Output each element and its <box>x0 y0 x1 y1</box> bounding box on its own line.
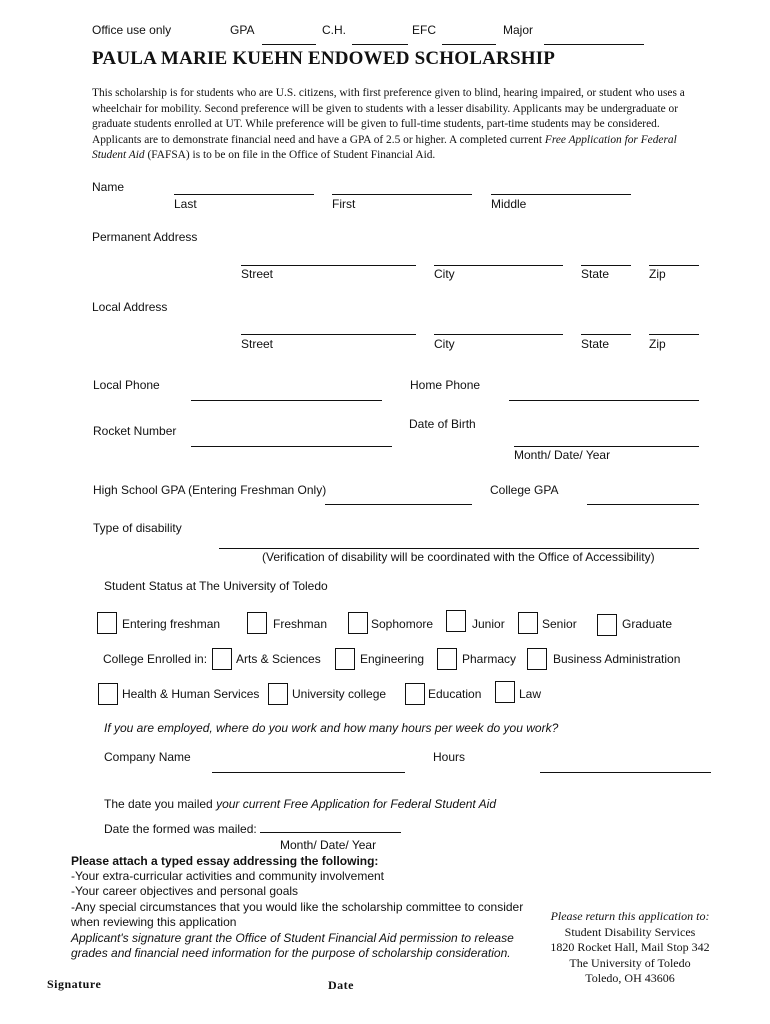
office-major-line[interactable] <box>544 44 644 45</box>
hs-gpa-field[interactable] <box>325 504 472 505</box>
hs-gpa-label: High School GPA (Entering Freshman Only) <box>93 483 327 497</box>
sophomore-label: Sophomore <box>371 617 434 631</box>
essay-item: -Any special circumstances that you would like the scholarship committee to consider <box>71 900 524 914</box>
fafsa-date-statement <box>104 797 496 811</box>
name-label: Name <box>92 180 125 194</box>
return-line: 1820 Rocket Hall, Mail Stop 342 <box>550 940 710 955</box>
home-phone-label: Home Phone <box>410 378 481 392</box>
office-efc-label: EFC <box>412 23 436 37</box>
essay-item: -Your career objectives and personal goals <box>71 884 299 898</box>
university-college-checkbox[interactable] <box>268 683 288 705</box>
senior-label: Senior <box>542 617 577 631</box>
hours-field[interactable] <box>540 772 711 773</box>
engineering-label: Engineering <box>360 652 425 666</box>
intro-text-end: (FAFSA) is to be on file in the Office of Student Financial Aid. <box>144 149 436 162</box>
local-zip-caption: Zip <box>649 337 666 351</box>
freshman-checkbox[interactable] <box>247 612 267 634</box>
disability-note: (Verification of disability will be coordinated with the Office of Accessibility) <box>262 550 655 564</box>
arts-sciences-label: Arts & Sciences <box>236 652 321 666</box>
law-checkbox[interactable] <box>495 681 515 703</box>
first-name-caption: First <box>332 197 356 211</box>
junior-label: Junior <box>472 617 505 631</box>
date-mailed-format: Month/ Date/ Year <box>280 838 377 852</box>
local-phone-label: Local Phone <box>93 378 160 392</box>
essay-heading: Please attach a typed essay addressing the following: <box>71 854 379 868</box>
local-street-caption: Street <box>241 337 274 351</box>
fafsa-date-text: The date you mailed <box>104 797 217 811</box>
return-line: The University of Toledo <box>569 955 691 970</box>
permanent-street-field[interactable] <box>241 265 416 266</box>
company-name-field[interactable] <box>212 772 405 773</box>
office-ch-label: C.H. <box>322 23 346 37</box>
office-gpa-label: GPA <box>230 23 255 37</box>
middle-name-field[interactable] <box>491 194 631 195</box>
essay-item: -Your extra-curricular activities and community involvement <box>71 869 385 883</box>
office-use-label: Office use only <box>92 23 172 37</box>
permanent-state-caption: State <box>581 267 610 281</box>
permanent-address-label: Permanent Address <box>92 230 198 244</box>
intro-fafsa-emphasis: Free Application for Federal Student Aid <box>92 133 677 162</box>
disability-label: Type of disability <box>93 521 182 535</box>
intro-text-start: This scholarship is for students who are U.S. citizens, with first preference given to blind, hearing impaired, or student who uses a wheelchair for mobility. Second preference will be given to students with a lesser disability. Applicants may be undergraduate or graduate students enrolled at UT. While preference will be given to full-time students, part-time students may be considered. Applicants are to demonstrate financial need and have a GPA of 2.5 or higher. A completed current <box>92 87 685 146</box>
return-line: Toledo, OH 43606 <box>585 971 675 986</box>
fafsa-date-italic: your current Free Application for Federal Student Aid <box>216 797 496 811</box>
freshman-label: Freshman <box>273 617 328 631</box>
consent-line: grades and financial need information for the purpose of scholarship consideration. <box>71 946 511 960</box>
local-state-caption: State <box>581 337 610 351</box>
date-mailed-label: Date the formed was mailed: <box>104 822 257 836</box>
pharmacy-checkbox[interactable] <box>437 648 457 670</box>
first-name-field[interactable] <box>332 194 472 195</box>
date-label: Date <box>328 978 354 992</box>
office-efc-line[interactable] <box>442 44 496 45</box>
arts-sciences-checkbox[interactable] <box>212 648 232 670</box>
last-name-field[interactable] <box>174 194 314 195</box>
company-name-label: Company Name <box>104 750 191 764</box>
date-of-birth-format: Month/ Date/ Year <box>514 448 611 462</box>
middle-name-caption: Middle <box>491 197 527 211</box>
disability-field[interactable] <box>219 548 699 549</box>
permanent-city-caption: City <box>434 267 455 281</box>
college-gpa-label: College GPA <box>490 483 559 497</box>
local-address-label: Local Address <box>92 300 168 314</box>
college-gpa-field[interactable] <box>587 504 699 505</box>
date-mailed-field[interactable] <box>260 832 401 833</box>
return-address-block <box>530 909 730 987</box>
sophomore-checkbox[interactable] <box>348 612 368 634</box>
business-administration-label: Business Administration <box>553 652 681 666</box>
permanent-zip-caption: Zip <box>649 267 666 281</box>
date-of-birth-field[interactable] <box>514 446 699 447</box>
college-enrolled-label: College Enrolled in: <box>103 652 208 666</box>
junior-checkbox[interactable] <box>446 610 466 632</box>
health-human-services-label: Health & Human Services <box>122 687 260 701</box>
pharmacy-label: Pharmacy <box>462 652 517 666</box>
entering-freshman-label: Entering freshman <box>122 617 221 631</box>
health-human-services-checkbox[interactable] <box>98 683 118 705</box>
hours-label: Hours <box>433 750 466 764</box>
permanent-state-field[interactable] <box>581 265 631 266</box>
rocket-number-field[interactable] <box>191 446 392 447</box>
local-city-field[interactable] <box>434 334 563 335</box>
page-title: PAULA MARIE KUEHN ENDOWED SCHOLARSHIP <box>92 48 556 69</box>
office-gpa-line[interactable] <box>262 44 316 45</box>
rocket-number-label: Rocket Number <box>93 424 177 438</box>
signature-label: Signature <box>47 977 102 991</box>
engineering-checkbox[interactable] <box>335 648 355 670</box>
graduate-checkbox[interactable] <box>597 614 617 636</box>
last-name-caption: Last <box>174 197 197 211</box>
local-phone-field[interactable] <box>191 400 382 401</box>
local-zip-field[interactable] <box>649 334 699 335</box>
date-of-birth-label: Date of Birth <box>409 417 476 431</box>
return-line: Student Disability Services <box>564 924 696 939</box>
local-street-field[interactable] <box>241 334 416 335</box>
essay-item: when reviewing this application <box>71 915 237 929</box>
graduate-label: Graduate <box>622 617 673 631</box>
intro-paragraph <box>92 86 702 164</box>
education-checkbox[interactable] <box>405 683 425 705</box>
permanent-street-caption: Street <box>241 267 274 281</box>
office-major-label: Major <box>503 23 534 37</box>
permanent-zip-field[interactable] <box>649 265 699 266</box>
return-heading: Please return this application to: <box>550 909 710 923</box>
local-city-caption: City <box>434 337 455 351</box>
employment-question: If you are employed, where do you work and how many hours per week do you work? <box>104 721 559 735</box>
entering-freshman-checkbox[interactable] <box>97 612 117 634</box>
senior-checkbox[interactable] <box>518 612 538 634</box>
business-administration-checkbox[interactable] <box>527 648 547 670</box>
student-status-label: Student Status at The University of Toledo <box>104 579 328 593</box>
university-college-label: University college <box>292 687 387 701</box>
education-label: Education <box>428 687 482 701</box>
permanent-city-field[interactable] <box>434 265 563 266</box>
home-phone-field[interactable] <box>509 400 699 401</box>
consent-line: Applicant's signature grant the Office of Student Financial Aid permission to release <box>71 931 514 945</box>
law-label: Law <box>519 687 542 701</box>
office-ch-line[interactable] <box>352 44 408 45</box>
local-state-field[interactable] <box>581 334 631 335</box>
